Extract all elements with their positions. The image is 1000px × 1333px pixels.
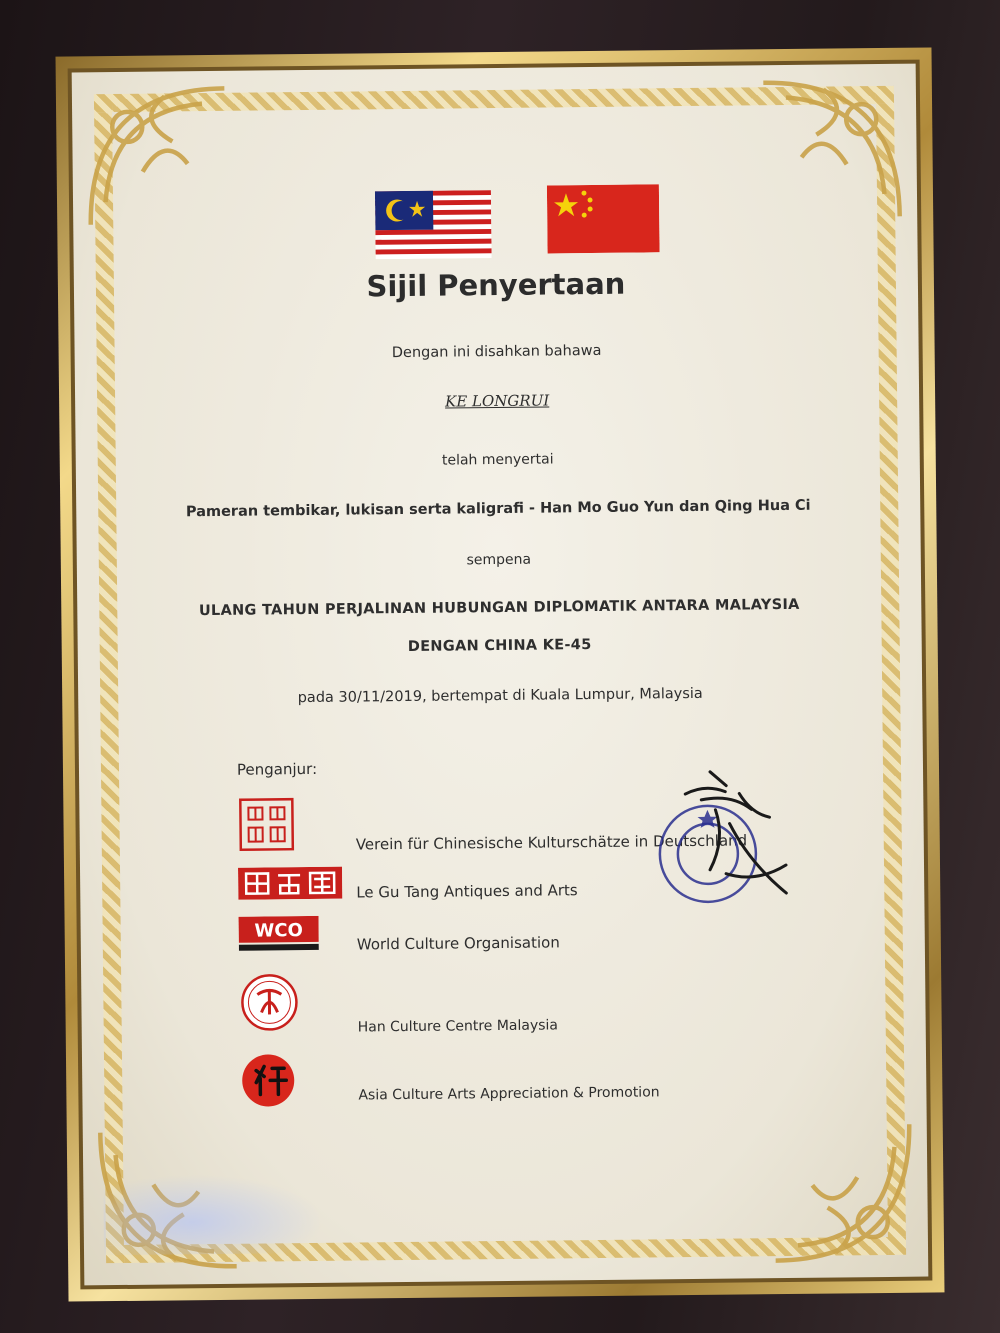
wco-logo-icon	[239, 916, 319, 953]
date-place: pada 30/11/2019, bertempat di Kuala Lumpur, Malaysia	[297, 685, 703, 707]
organizer-name: Han Culture Centre Malaysia	[357, 1017, 559, 1036]
organizer-item	[237, 796, 748, 854]
organizer-name: World Culture Organisation	[356, 933, 560, 954]
china-flag-icon	[547, 184, 660, 253]
han-culture-circle-logo-icon	[239, 972, 300, 1033]
organizer-name: Le Gu Tang Antiques and Arts	[356, 881, 578, 902]
organizers-label: Penganjur:	[236, 759, 318, 779]
organizer-name: Asia Culture Arts Appreciation & Promotion	[358, 1084, 660, 1104]
organizer-name: Verein für Chinesische Kulturschätze in Deutschland	[355, 831, 748, 854]
gold-frame-border	[56, 47, 945, 1301]
organizer-item	[240, 1052, 660, 1109]
certificate-paper	[72, 64, 929, 1286]
wco-logo-text: WCO	[254, 920, 303, 942]
red-seal-logo-icon	[237, 796, 296, 853]
participated-text: telah menyertai	[441, 451, 554, 469]
light-glare	[103, 1173, 324, 1255]
anniversary-line-1: ULANG TAHUN PERJALINAN HUBUNGAN DIPLOMATIK ANTARA MALAYSIA	[198, 596, 800, 620]
certificate-title: Sijil Penyertaan	[366, 266, 626, 304]
asia-culture-circle-logo-icon	[240, 1052, 297, 1109]
organizer-item	[238, 866, 578, 902]
organizer-item	[239, 916, 560, 954]
official-stamp-and-signature	[655, 753, 817, 925]
event-name: Pameran tembikar, lukisan serta kaligrafi - Han Mo Guo Yun dan Qing Hua Ci	[185, 497, 811, 521]
anniversary-line-2: DENGAN CHINA KE-45	[407, 637, 592, 655]
malaysia-flag-icon	[375, 190, 492, 259]
recipient-name: KE LONGRUI	[444, 391, 550, 411]
certify-text: Dengan ini disahkan bahawa	[391, 342, 602, 362]
legutang-red-logo-icon	[238, 866, 342, 901]
occasion-text: sempena	[466, 551, 532, 569]
organizer-item	[239, 972, 559, 1036]
